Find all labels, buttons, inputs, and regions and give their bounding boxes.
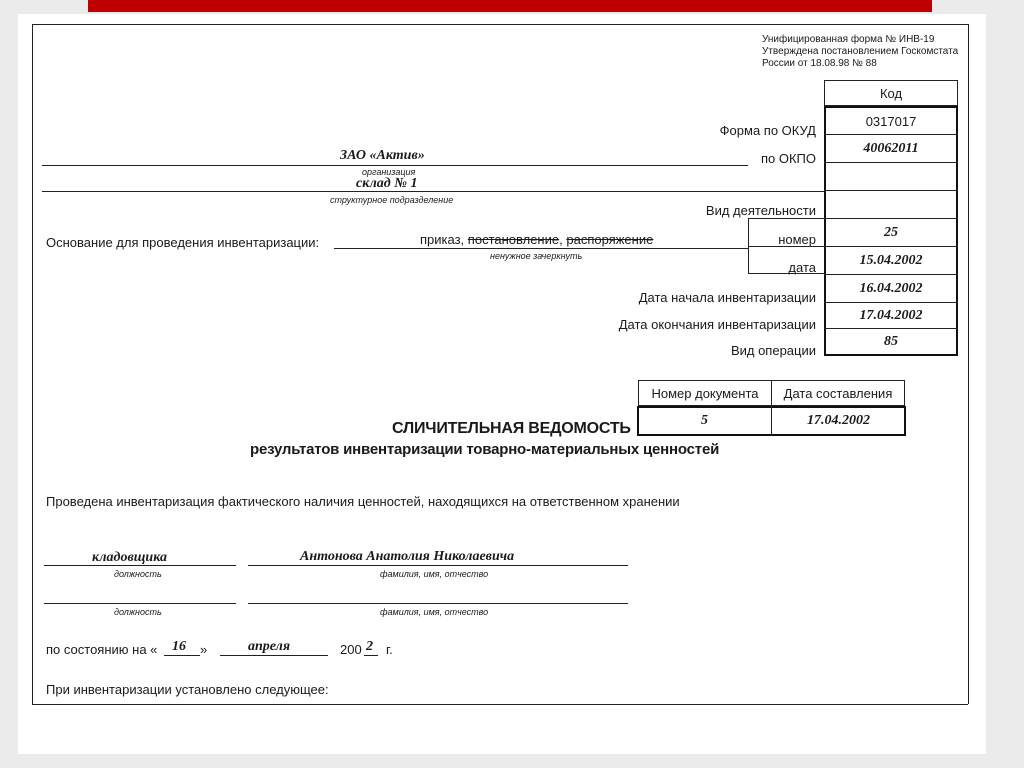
operation-value: 85 (884, 334, 898, 349)
organization-caption: организация (362, 167, 416, 177)
doc-date-header: Дата составления (771, 380, 905, 406)
unit-name: склад № 1 (356, 176, 418, 191)
code-header: Код (824, 80, 958, 106)
start-date-label: Дата начала инвентаризации (638, 290, 816, 305)
quote-close: » (200, 642, 208, 657)
number-value: 25 (884, 225, 898, 240)
unit-caption: структурное подразделение (330, 195, 454, 205)
position-caption-2: должность (114, 607, 162, 617)
name-caption-2: фамилия, имя, отчество (380, 607, 489, 617)
basis-kept: приказ, (420, 232, 465, 247)
intro-text: Проведена инвентаризация фактического наличия ценностей, находящихся на ответственном хранении (46, 494, 680, 509)
activity-label: Вид деятельности (705, 203, 816, 218)
responsible-position: кладовщика (92, 550, 167, 565)
year-prefix: 200 (340, 642, 362, 657)
operation-label: Вид операции (730, 343, 816, 358)
day-value: 16 (172, 639, 186, 654)
established-text: При инвентаризации установлено следующее: (46, 682, 329, 697)
doc-date-value: 17.04.2002 (807, 413, 870, 428)
form-note-line1: Унифицированная форма № ИНВ-19 (762, 34, 935, 45)
basis-caption: ненужное зачеркнуть (490, 251, 583, 261)
end-date-value: 17.04.2002 (859, 308, 923, 323)
basis-struck-2: распоряжение (566, 232, 654, 247)
organization-name: ЗАО «Актив» (340, 148, 425, 163)
date-value: 15.04.2002 (859, 253, 923, 268)
basis-label: Основание для проведения инвентаризации: (46, 235, 320, 250)
form-note-line2: Утверждена постановлением Госкомстата (762, 46, 959, 57)
frame-right (968, 24, 969, 704)
number-label: номер (778, 232, 816, 247)
frame-left (32, 24, 33, 704)
end-date-label: Дата окончания инвентаризации (618, 317, 816, 332)
document-subtitle: результатов инвентаризации товарно-материальных ценностей (250, 441, 720, 458)
doc-number-value: 5 (701, 413, 708, 428)
date-label: дата (788, 260, 816, 275)
top-red-bar (88, 0, 932, 12)
okpo-label: по ОКПО (760, 151, 816, 166)
okud-label: Форма по ОКУД (719, 123, 816, 138)
year-suffix: г. (386, 642, 393, 657)
year-digit: 2 (366, 639, 373, 654)
form-note-line3: России от 18.08.98 № 88 (762, 58, 877, 69)
frame-bottom (32, 704, 968, 705)
document-title: СЛИЧИТЕЛЬНАЯ ВЕДОМОСТЬ (392, 420, 631, 437)
name-caption-1: фамилия, имя, отчество (380, 569, 489, 579)
basis-line (334, 248, 748, 249)
frame-top (32, 24, 968, 25)
unit-line (42, 191, 824, 192)
as-of-label: по состоянию на « (46, 642, 158, 657)
responsible-name: Антонова Анатолия Николаевича (300, 549, 515, 564)
okpo-value: 40062011 (863, 141, 919, 156)
inventory-form-sheet (18, 14, 986, 754)
organization-line (42, 165, 748, 166)
doc-number-header: Номер документа (638, 380, 772, 406)
month-value: апреля (248, 639, 291, 654)
position-caption-1: должность (114, 569, 162, 579)
start-date-value: 16.04.2002 (859, 281, 923, 296)
basis-options: приказ, постановление, распоряжение (420, 232, 654, 247)
okud-value: 0317017 (865, 113, 917, 129)
basis-struck-1: постановление (467, 232, 560, 247)
